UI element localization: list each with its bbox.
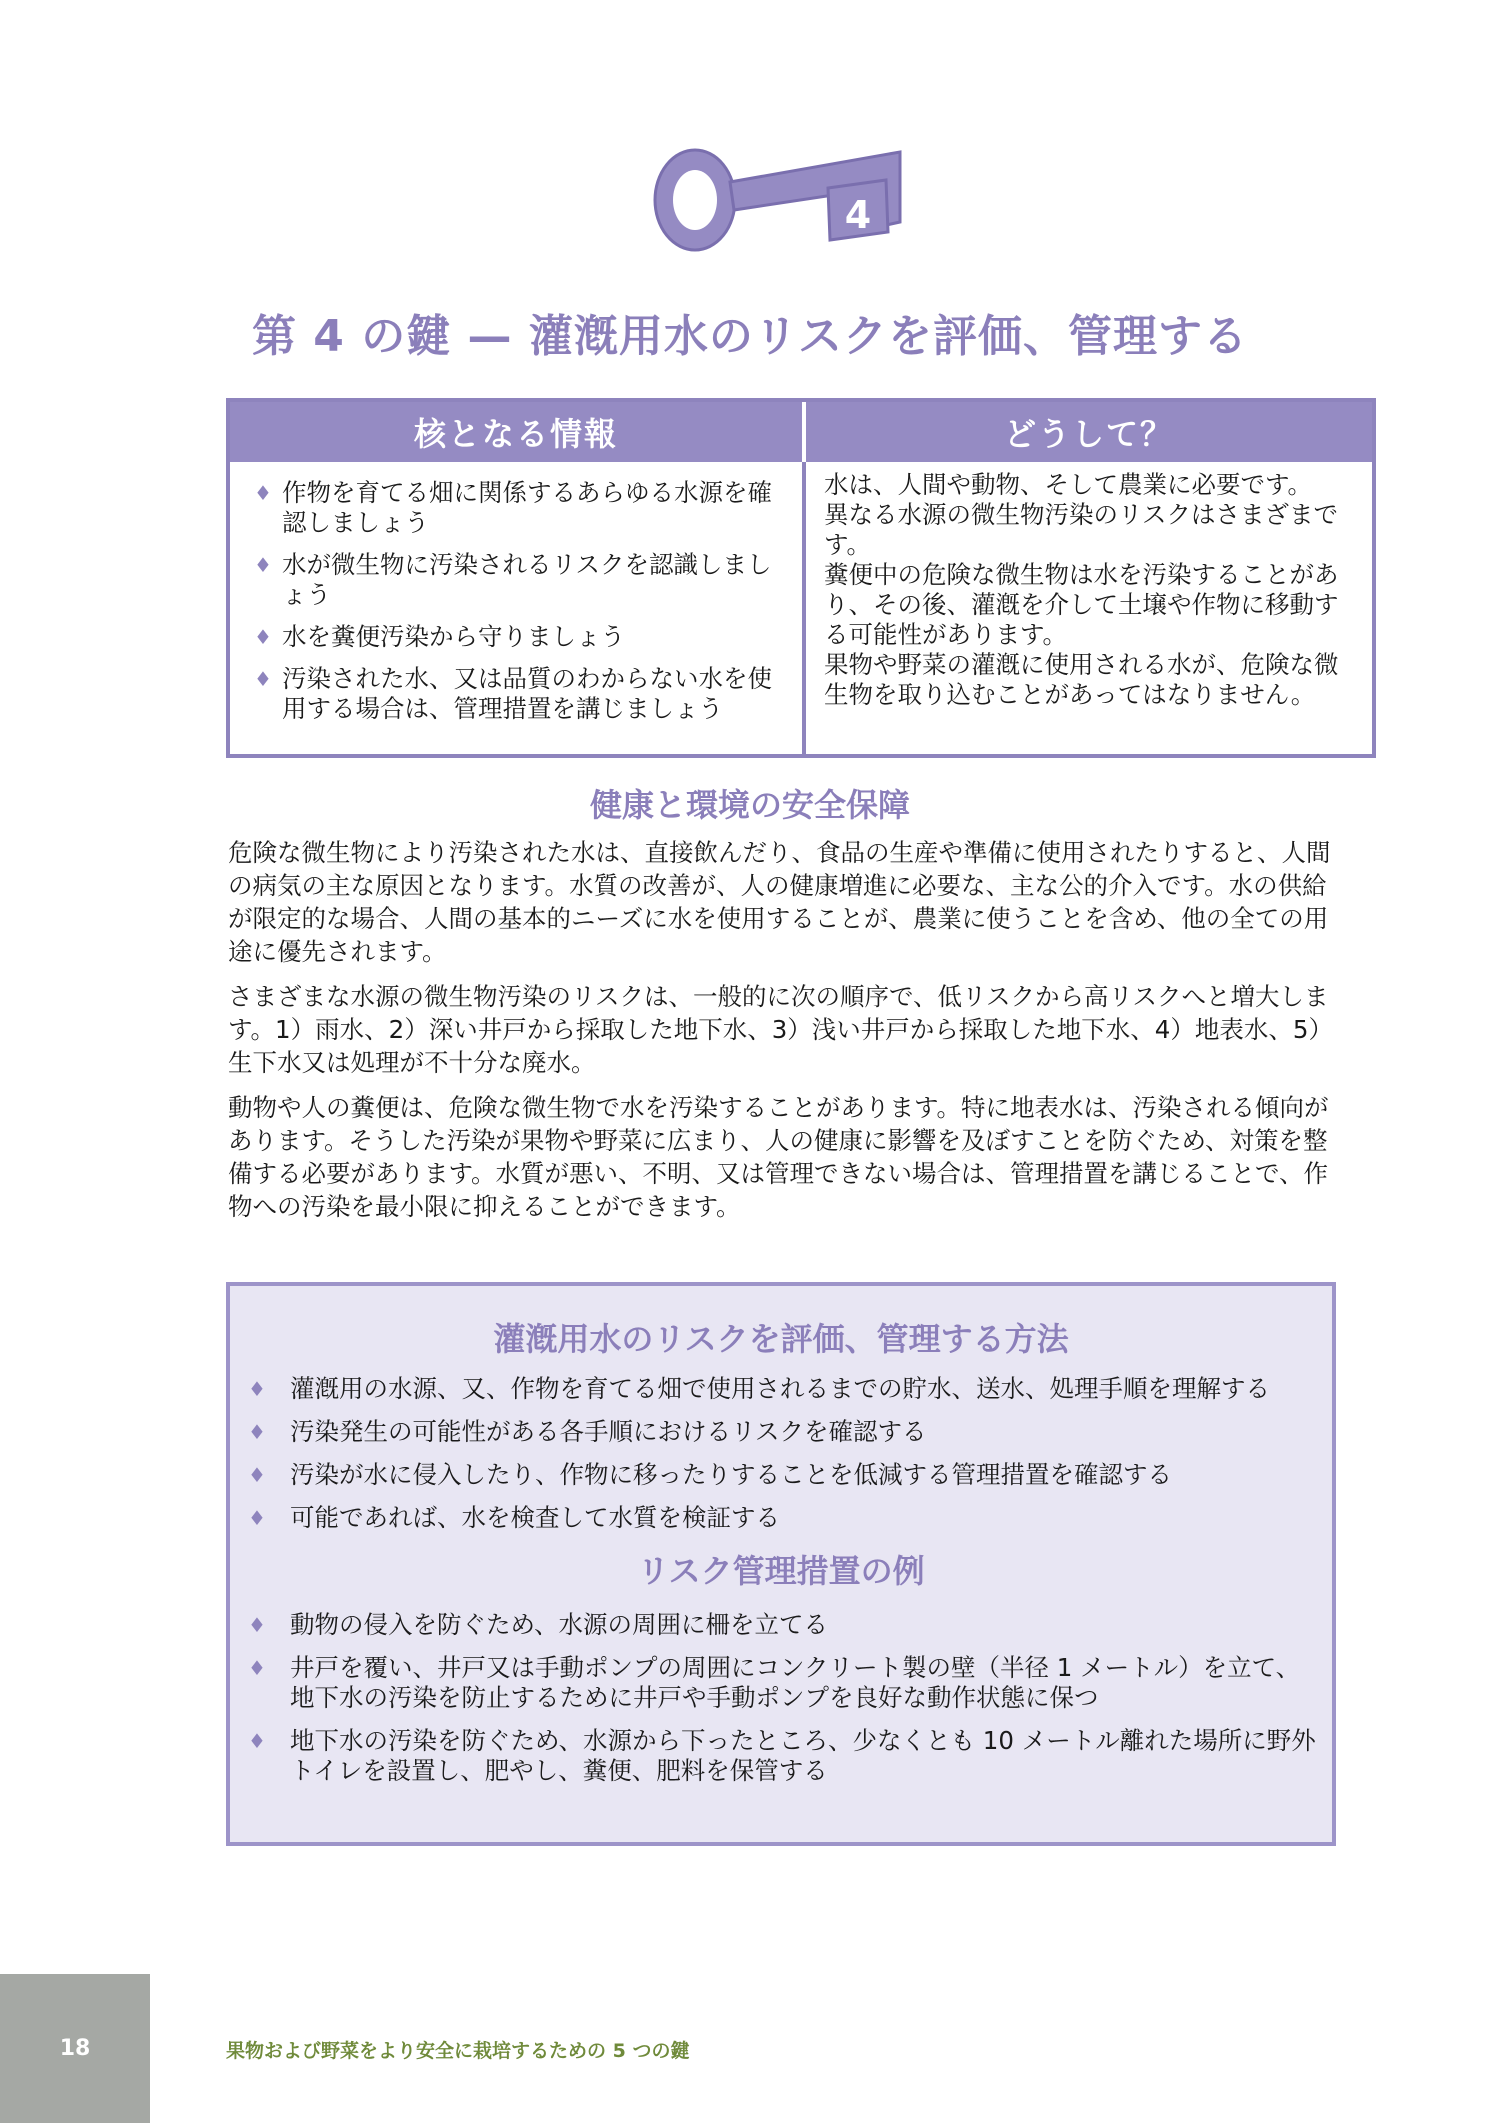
list-item-text: 地下水の汚染を防ぐため、水源から下ったところ、少なくとも 10 メートル離れた場所に野外トイレを設置し、肥やし、糞便、肥料を保管する [290, 1726, 1316, 1785]
diamond-bullet-icon: ♦ [248, 1377, 266, 1401]
body-paragraph: さまざまな水源の微生物汚染のリスクは、一般的に次の順序で、低リスクから高リスクへと増大します。1）雨水、2）深い井戸から採取した地下水、3）浅い井戸から採取した地下水、4）地表水、5）生下水又は処理が不十分な廃水。 [228, 982, 1333, 1077]
list-item-text: 汚染された水、又は品質のわからない水を使用する場合は、管理措置を講じましょう [282, 664, 772, 723]
list-item-text: 水を糞便汚染から守りましょう [282, 622, 625, 651]
list-item [252, 478, 792, 538]
list-item [246, 1374, 1316, 1404]
table-header-core-info: 核となる情報 [230, 402, 806, 462]
list-item-text: 灌漑用の水源、又、作物を育てる畑で使用されるまでの貯水、送水、処理手順を理解する [290, 1374, 1270, 1403]
examples-list [246, 1610, 1316, 1786]
key-info-table [226, 398, 1376, 758]
footer-title: 果物および野菜をより安全に栽培するための 5 つの鍵 [226, 2040, 690, 2062]
list-item [246, 1503, 1316, 1533]
diamond-bullet-icon: ♦ [248, 1729, 266, 1753]
method-heading: 灌漑用水のリスクを評価、管理する方法 [493, 1320, 1069, 1358]
diamond-bullet-icon: ♦ [248, 1420, 266, 1444]
table-header-why: どうして？ [806, 402, 1372, 462]
examples-heading: リスク管理措置の例 [637, 1552, 925, 1590]
diamond-bullet-icon: ♦ [254, 553, 272, 577]
method-list [246, 1374, 1316, 1533]
list-item-text: 汚染が水に侵入したり、作物に移ったりすることを低減する管理措置を確認する [290, 1460, 1172, 1489]
safety-section-heading: 健康と環境の安全保障 [589, 786, 910, 824]
diamond-bullet-icon: ♦ [248, 1463, 266, 1487]
page-title: 第 4 の鍵 — 灌漑用水のリスクを評価、管理する [251, 311, 1248, 362]
list-item-text: 汚染発生の可能性がある各手順におけるリスクを確認する [290, 1417, 927, 1446]
diamond-bullet-icon: ♦ [254, 667, 272, 691]
why-paragraph: 果物や野菜の灌漑に使用される水が、危険な微生物を取り込むことがあってはなりません。 [824, 650, 1339, 709]
list-item [252, 664, 792, 724]
page-number: 18 [59, 2036, 91, 2061]
list-item [246, 1610, 1316, 1640]
why-paragraph: 糞便中の危険な微生物は水を汚染することがあり、その後、灌漑を介して土壌や作物に移動する可能性があります。 [824, 560, 1339, 649]
core-info-list [252, 478, 792, 724]
list-item [252, 550, 792, 610]
list-item [246, 1460, 1316, 1490]
list-item [252, 622, 792, 652]
core-info-cell [230, 462, 806, 754]
list-item-text: 井戸を覆い、井戸又は手動ポンプの周囲にコンクリート製の壁（半径 1 メートル）を立て、地下水の汚染を防止するために井戸や手動ポンプを良好な動作状態に保つ [290, 1653, 1301, 1712]
why-paragraph: 異なる水源の微生物汚染のリスクはさまざまです。 [824, 500, 1339, 559]
key-icon [650, 140, 910, 260]
list-item-text: 可能であれば、水を検査して水質を検証する [290, 1503, 780, 1532]
list-item [246, 1417, 1316, 1447]
list-item-text: 動物の侵入を防ぐため、水源の周囲に柵を立てる [290, 1610, 829, 1639]
diamond-bullet-icon: ♦ [248, 1506, 266, 1530]
page-number-block [0, 1974, 150, 2123]
diamond-bullet-icon: ♦ [248, 1656, 266, 1680]
list-item [246, 1726, 1316, 1786]
safety-section-body [228, 836, 1338, 1235]
diamond-bullet-icon: ♦ [248, 1613, 266, 1637]
why-cell [806, 462, 1372, 754]
list-item-text: 作物を育てる畑に関係するあらゆる水源を確認しましょう [282, 478, 772, 537]
method-box [226, 1282, 1336, 1846]
key-number: 4 [844, 193, 872, 237]
diamond-bullet-icon: ♦ [254, 625, 272, 649]
why-paragraph: 水は、人間や動物、そして農業に必要です。 [824, 470, 1313, 499]
list-item [246, 1653, 1316, 1713]
list-item-text: 水が微生物に汚染されるリスクを認識しましょう [282, 550, 772, 609]
body-paragraph: 動物や人の糞便は、危険な微生物で水を汚染することがあります。特に地表水は、汚染される傾向があります。そうした汚染が果物や野菜に広まり、人の健康に影響を及ぼすことを防ぐため、対策を整備する必要があります。水質が悪い、不明、又は管理できない場合は、管理措置を講じることで、作物への汚染を最小限に抑えることができます。 [228, 1093, 1329, 1221]
body-paragraph: 危険な微生物により汚染された水は、直接飲んだり、食品の生産や準備に使用されたりすると、人間の病気の主な原因となります。水質の改善が、人の健康増進に必要な、主な公的介入です。水の供給が限定的な場合、人間の基本的ニーズに水を使用することが、農業に使うことを含め、他の全ての用途に優先されます。 [228, 838, 1331, 966]
diamond-bullet-icon: ♦ [254, 481, 272, 505]
